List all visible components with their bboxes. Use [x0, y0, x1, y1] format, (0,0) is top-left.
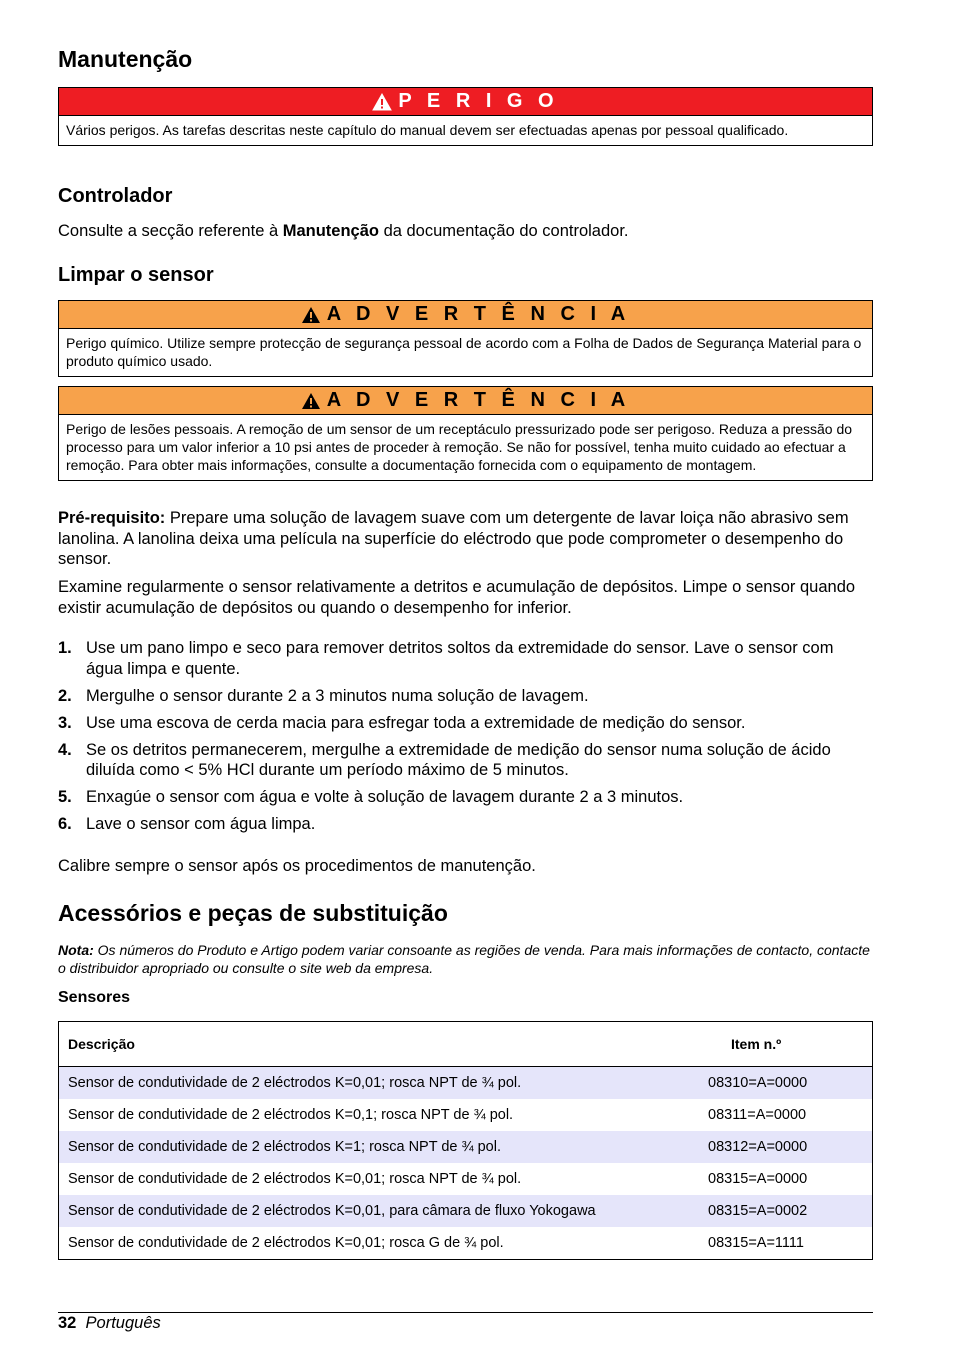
prerequisite-label: Pré-requisito:	[58, 509, 166, 527]
cell-description: Sensor de condutividade de 2 eléctrodos K=0,01, para câmara de fluxo Yokogawa	[59, 1195, 700, 1227]
list-item	[58, 814, 873, 835]
warning-triangle-icon	[372, 93, 392, 111]
sensors-subheading: Sensores	[58, 989, 131, 1006]
warning-triangle-icon	[301, 306, 321, 324]
table-row	[59, 1227, 873, 1260]
controller-text-after: da documentação do controlador.	[378, 222, 629, 240]
list-item	[58, 638, 873, 679]
table-row	[59, 1195, 873, 1227]
cell-item-number: 08311=A=0000	[708, 1107, 807, 1123]
step-number: 3.	[58, 713, 72, 732]
table-row	[59, 1131, 873, 1163]
cell-item-number: 08310=A=0000	[699, 1067, 873, 1100]
danger-label: P E R I G O	[398, 90, 559, 112]
list-item	[58, 686, 873, 707]
header-description: Descrição	[59, 1022, 700, 1067]
cell-description: Sensor de condutividade de 2 eléctrodos K=0,1; rosca NPT de ¾ pol.	[68, 1107, 514, 1123]
examine-paragraph: Examine regularmente o sensor relativamente a detritos e acumulação de depósitos. Limpe o sensor quando existir acumulação de depósitos ou quando o desempenho for inferior.	[58, 578, 856, 617]
step-number: 5.	[58, 788, 72, 806]
step-text: Use uma escova de cerda macia para esfregar toda a extremidade de medição do sensor.	[86, 713, 746, 732]
footer	[58, 1312, 161, 1333]
controller-text-bold: Manutenção	[282, 222, 379, 240]
warning-box-2	[58, 386, 873, 481]
step-text: Mergulhe o sensor durante 2 a 3 minutos numa solução de lavagem.	[86, 686, 589, 705]
warning-box-1	[58, 300, 873, 377]
cell-description: Sensor de condutividade de 2 eléctrodos K=1; rosca NPT de ¾ pol.	[59, 1131, 700, 1163]
step-text: Use um pano limpo e seco para remover detritos soltos da extremidade do sensor. Lave o sensor com água limpa e quente.	[86, 639, 834, 678]
note-paragraph	[58, 941, 873, 977]
header-item-number: Item n.º	[699, 1022, 873, 1067]
cell-description: Sensor de condutividade de 2 eléctrodos K=0,01; rosca G de ¾ pol.	[68, 1235, 504, 1251]
step-number: 6.	[58, 815, 72, 833]
prerequisite-text: Prepare uma solução de lavagem suave com um detergente de lavar loiça não abrasivo sem lanolina. A lanolina deixa uma película na superfície do eléctrodo que pode comprometer o desempenho do sensor.	[58, 509, 849, 568]
cell-item-number: 08312=A=0000	[699, 1131, 873, 1163]
cell-item-number: 08315=A=0000	[708, 1171, 808, 1187]
warning-label-2: A D V E R T Ê N C I A	[326, 389, 631, 411]
warning-bar-2	[59, 387, 872, 415]
table-row	[59, 1163, 873, 1195]
danger-text: Vários perigos. As tarefas descritas neste capítulo do manual devem ser efectuadas apenas por pessoal qualificado.	[66, 122, 789, 138]
warning-triangle-icon	[301, 392, 321, 410]
step-number: 4.	[58, 740, 72, 759]
step-text: Lave o sensor com água limpa.	[86, 815, 316, 833]
warning-text-2: Perigo de lesões pessoais. A remoção de um sensor de um receptáculo pressurizado pode ser perigoso. Reduza a pressão do processo para um valor inferior a 10 psi antes de proceder à remoção. Se não for possível, tenha muito cuidado ao efectuar a remoção. Para obter mais informações, consulte a documentação fornecida com o equipamento de montagem.	[66, 421, 853, 473]
list-item	[58, 787, 873, 808]
step-text: Se os detritos permanecerem, mergulhe a extremidade de medição do sensor numa solução de ácido diluída como < 5% HCl durante um período máximo de 5 minutos.	[86, 740, 831, 779]
page-title: Manutenção	[58, 46, 193, 72]
table-header-row	[59, 1022, 873, 1067]
controller-heading: Controlador	[58, 185, 173, 207]
clean-heading: Limpar o sensor	[58, 264, 214, 286]
note-label: Nota:	[58, 942, 94, 958]
warning-bar-1	[59, 301, 872, 329]
cleaning-steps	[58, 638, 873, 841]
warning-text-1: Perigo químico. Utilize sempre protecção de segurança pessoal de acordo com a Folha de Dados de Segurança Material para o produto químico usado.	[66, 335, 862, 369]
step-text: Enxagúe o sensor com água e volte à solução de lavagem durante 2 a 3 minutos.	[86, 788, 684, 806]
table-row	[59, 1067, 873, 1100]
warning-label-1: A D V E R T Ê N C I A	[326, 303, 631, 325]
footer-divider	[58, 1312, 873, 1313]
footer-language: Português	[85, 1314, 161, 1332]
page-number: 32	[58, 1314, 77, 1332]
list-item	[58, 713, 873, 734]
controller-text	[58, 221, 873, 242]
note-text: Os números do Produto e Artigo podem variar consoante as regiões de venda. Para mais informações de contacto, contacte o distribuidor apropriado ou consulte o site web da empresa.	[58, 942, 870, 976]
danger-bar	[59, 88, 872, 116]
step-number: 1.	[58, 639, 72, 657]
calibrate-paragraph: Calibre sempre o sensor após os procedimentos de manutenção.	[58, 857, 536, 875]
sensors-table	[58, 1021, 873, 1260]
cell-description: Sensor de condutividade de 2 eléctrodos K=0,01; rosca NPT de ¾ pol.	[68, 1171, 522, 1187]
parts-heading: Acessórios e peças de substituição	[58, 900, 448, 926]
cell-description: Sensor de condutividade de 2 eléctrodos K=0,01; rosca NPT de ¾ pol.	[59, 1067, 700, 1100]
danger-box	[58, 87, 873, 146]
list-item	[58, 740, 873, 781]
prerequisite-paragraph	[58, 508, 873, 570]
cell-item-number: 08315=A=0002	[699, 1195, 873, 1227]
cell-item-number: 08315=A=1111	[708, 1235, 804, 1251]
table-row	[59, 1099, 873, 1131]
controller-text-before: Consulte a secção referente à	[58, 222, 283, 240]
step-number: 2.	[58, 686, 72, 705]
